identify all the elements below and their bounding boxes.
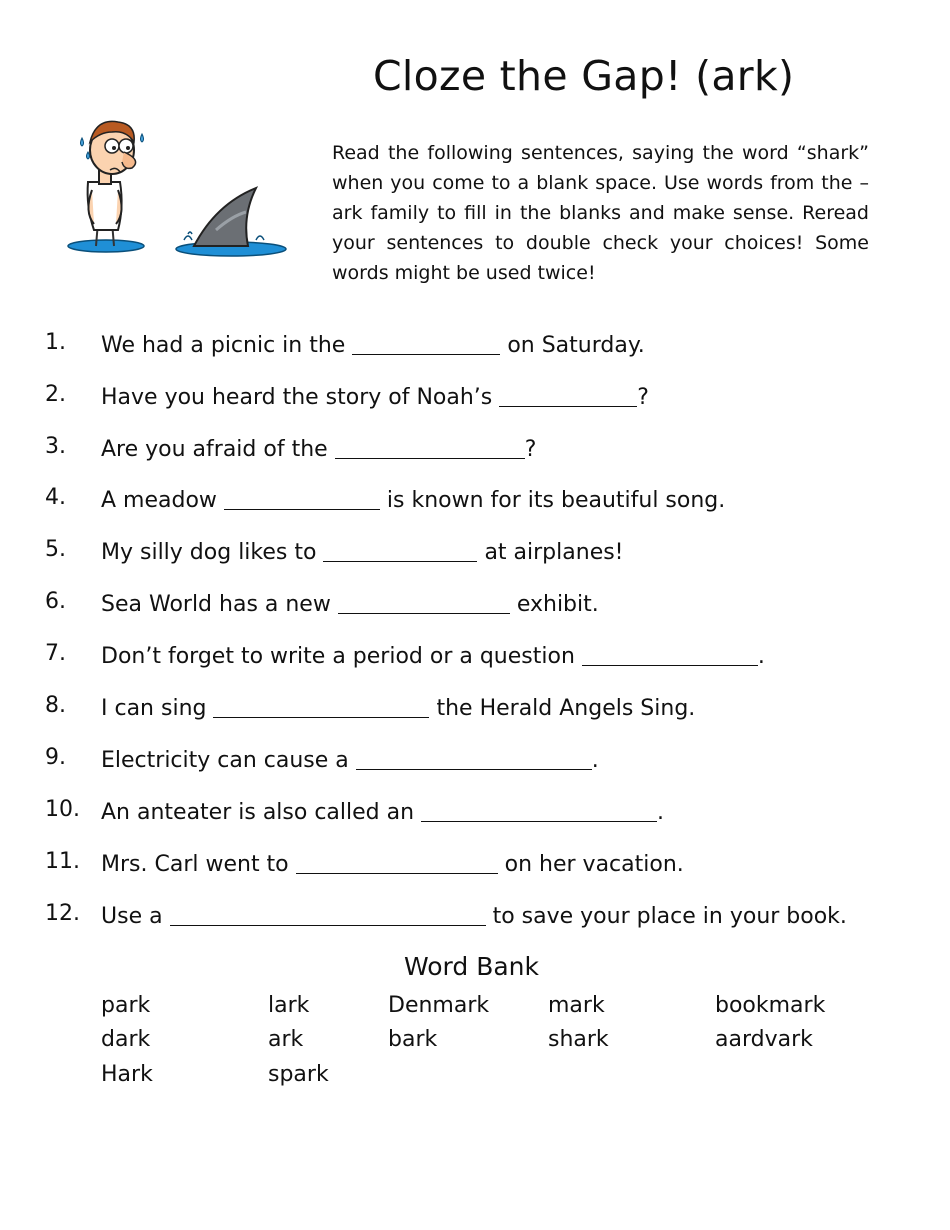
question-text-before: Use a <box>101 904 170 929</box>
question-text-before: Are you afraid of the <box>101 437 335 462</box>
answer-blank[interactable] <box>356 745 592 770</box>
question-text-before: An anteater is also called an <box>101 800 422 825</box>
question-text-after: . <box>657 800 665 825</box>
word-bank-word: lark <box>268 993 310 1018</box>
question-number: 6. <box>45 589 66 614</box>
question-number: 11. <box>45 849 80 874</box>
question-text-before: Electricity can cause a <box>101 748 356 773</box>
question-text-before: Sea World has a new <box>101 592 338 617</box>
answer-blank[interactable] <box>338 589 510 614</box>
question-text-before: Mrs. Carl went to <box>101 852 296 877</box>
word-bank-word: park <box>101 993 151 1018</box>
question-text-after: ? <box>524 437 537 462</box>
man-and-shark-illustration <box>66 112 288 262</box>
question-text-before: My silly dog likes to <box>101 540 324 565</box>
answer-blank[interactable] <box>213 693 429 718</box>
answer-blank[interactable] <box>296 849 498 874</box>
question-number: 2. <box>45 382 66 407</box>
question-number: 3. <box>45 434 66 459</box>
page-title: Cloze the Gap! (ark) <box>373 52 795 100</box>
word-bank-word: shark <box>548 1027 609 1052</box>
question-number: 7. <box>45 641 66 666</box>
word-bank-word: spark <box>268 1062 329 1087</box>
question-text-after: exhibit. <box>509 592 599 617</box>
question-text-after: on Saturday. <box>500 333 645 358</box>
answer-blank[interactable] <box>421 797 657 822</box>
answer-blank[interactable] <box>582 641 758 666</box>
question-text-after: the Herald Angels Sing. <box>429 696 696 721</box>
question-text-before: We had a picnic in the <box>101 333 353 358</box>
word-bank-word: Denmark <box>388 993 490 1018</box>
question-text-after: at airplanes! <box>477 540 624 565</box>
question-text-after: ? <box>637 385 649 410</box>
answer-blank[interactable] <box>170 901 486 926</box>
answer-blank[interactable] <box>335 434 525 459</box>
word-bank-word: Hark <box>101 1062 153 1087</box>
question-text-before: A meadow <box>101 488 224 513</box>
question-text-after: . <box>757 644 765 669</box>
water-puddle-left <box>68 240 144 252</box>
question-number: 5. <box>45 537 66 562</box>
question-number: 4. <box>45 485 66 510</box>
question-text-before: Have you heard the story of Noah’s <box>101 385 500 410</box>
word-bank-word: mark <box>548 993 605 1018</box>
question-text-before: Don’t forget to write a period or a question <box>101 644 582 669</box>
question-number: 10. <box>45 797 80 822</box>
question-text-before: I can sing <box>101 696 214 721</box>
question-text-after: on her vacation. <box>497 852 684 877</box>
question-text-after: is known for its beautiful song. <box>379 488 726 513</box>
question-number: 8. <box>45 693 66 718</box>
question-number: 1. <box>45 330 66 355</box>
word-bank-word: ark <box>268 1027 304 1052</box>
instructions-text: Read the following sentences, saying the word “shark” when you come to a blank space. Use words from the –ark family to fill in the blanks and make sense. Reread your sentences to double check your choices! Some words might be used twice! <box>332 142 869 284</box>
answer-blank[interactable] <box>352 330 500 355</box>
answer-blank[interactable] <box>224 485 380 510</box>
word-bank-word: bark <box>388 1027 438 1052</box>
word-bank-word: aardvark <box>715 1027 813 1052</box>
question-text-after: . <box>591 748 599 773</box>
shark-fin <box>194 188 256 246</box>
word-bank-title: Word Bank <box>404 952 539 981</box>
answer-blank[interactable] <box>323 537 477 562</box>
answer-blank[interactable] <box>499 382 637 407</box>
word-bank-word: bookmark <box>715 993 826 1018</box>
question-number: 12. <box>45 901 80 926</box>
question-number: 9. <box>45 745 66 770</box>
question-text-after: to save your place in your book. <box>485 904 847 929</box>
word-bank-word: dark <box>101 1027 151 1052</box>
